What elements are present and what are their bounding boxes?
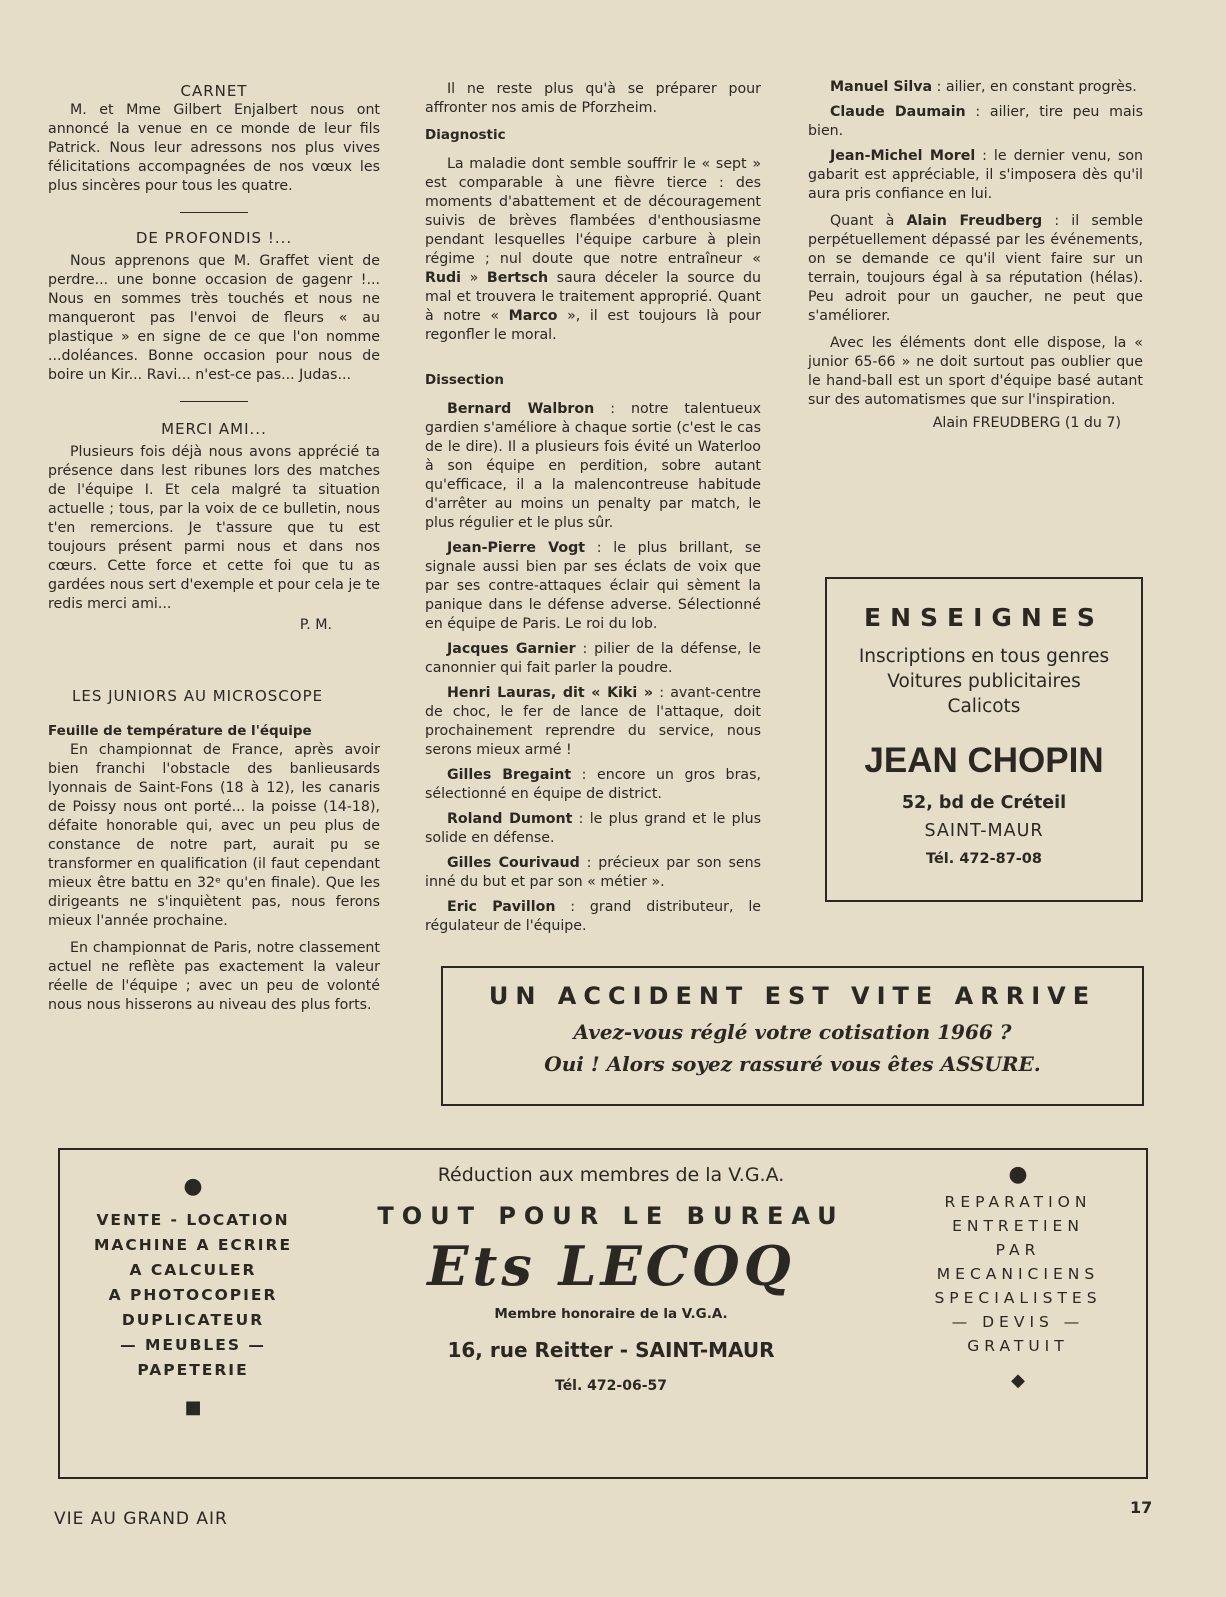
juniors-p2: En championnat de Paris, notre classement actuel ne reflète pas exactement la valeur réelle de l'équipe ; avec un peu de volonté nous nous hisserons au niveau des plus forts. xyxy=(48,940,380,1013)
square-icon: ■ xyxy=(184,1397,202,1418)
lecoq-left xyxy=(70,1150,316,1419)
ad-line: REPARATION xyxy=(944,1193,1092,1211)
merci-signature: P. M. xyxy=(299,617,332,633)
enseignes-address: 52, bd de Créteil xyxy=(901,793,1067,813)
closing-text: Avec les éléments dont elle dispose, la « junior 65-66 » ne doit surtout pas oublier que le hand-ball est un sport d'équipe basé autant sur des automatismes que sur l'inspiration. xyxy=(808,335,1143,408)
enseignes-line1: Inscriptions en tous genres xyxy=(858,646,1110,667)
article-signature: Alain FREUDBERG (1 du 7) xyxy=(932,415,1121,431)
juniors-p1: En championnat de France, après avoir bien franchi l'obstacle des banlieusards lyonnais de Saint-Fons (18 à 12), les canaris de Poissy nous ont porté... la poisse (14-18), défaite honorable qui, avec un peu plus de constance de notre part, aurait pu se transformer en qualification (il faut cependant mieux être battu en 32ᵉ qu'en finale). Que les dirigeants ne s'inquiètent pas, nous ferons mieux l'année prochaine. xyxy=(48,742,380,929)
player-entry: Gilles Bregaint : encore un gros bras, sélectionné en équipe de district. xyxy=(425,767,761,802)
player-entry: Gilles Courivaud : précieux par son sens inné du but et par son « métier ». xyxy=(425,855,761,890)
lecoq-tel: Tél. 472-06-57 xyxy=(555,1378,667,1394)
juniors-title: LES JUNIORS AU MICROSCOPE xyxy=(72,687,324,705)
player-list xyxy=(425,400,761,936)
enseignes-ad xyxy=(825,577,1143,902)
ad-line: DUPLICATEUR xyxy=(121,1311,265,1329)
juniors-subtitle: Feuille de température de l'équipe xyxy=(48,723,312,739)
column-2 xyxy=(425,80,761,936)
ad-line: SPECIALISTES xyxy=(934,1289,1102,1307)
player-list xyxy=(808,78,1143,204)
freudberg-text: Quant à Alain Freudberg : il semble perpétuellement dépassé par les événements, on se demande ce qu'il vient faire sur un terrain, toujours égal à sa réputation (hélas). Peu adroit pour un gaucher, ne peut que s'améliorer. xyxy=(808,213,1144,324)
lecoq-reduction: Réduction aux membres de la V.G.A. xyxy=(437,1164,785,1186)
lecoq-ad xyxy=(58,1148,1148,1479)
ad-line: MACHINE A ECRIRE xyxy=(93,1236,293,1254)
lecoq-member: Membre honoraire de la V.G.A. xyxy=(494,1306,728,1322)
magazine-title: VIE AU GRAND AIR xyxy=(54,1509,228,1529)
ad-line: MECANICIENS xyxy=(936,1265,1100,1283)
player-entry: Claude Daumain : ailier, tire peu mais bien. xyxy=(808,104,1143,139)
player-entry: Jacques Garnier : pilier de la défense, le canonnier qui fait parler la poudre. xyxy=(425,641,761,676)
ad-line: PAR xyxy=(995,1241,1041,1259)
lecoq-headline: TOUT POUR LE BUREAU xyxy=(377,1202,845,1230)
bullet-icon: ● xyxy=(1008,1162,1028,1187)
player-entry: Manuel Silva : ailier, en constant progrès. xyxy=(830,79,1137,95)
column-1 xyxy=(48,80,380,1015)
enseignes-name: JEAN CHOPIN xyxy=(864,741,1104,780)
carnet-title: CARNET xyxy=(180,82,248,100)
merci-title: MERCI AMI... xyxy=(161,420,267,438)
column-3 xyxy=(808,78,1143,433)
dissection-title: Dissection xyxy=(425,372,505,388)
enseignes-city: SAINT-MAUR xyxy=(924,821,1044,841)
merci-text: Plusieurs fois déjà nous avons apprécié ta présence dans lest ribunes lors des matches de l'équipe I. Et cela malgré ta situation actuelle ; tous, par la voix de ce bulletin, nous t'en remercions. Je t'assure que tu est toujours présent parmi nous et dans nos cœurs. Cette force et cette foi que tu as gardées nous sert d'exemple et pour cela je te redis merci ami... xyxy=(48,444,380,612)
player-entry: Bernard Walbron : notre talentueux gardien s'améliore à chaque sortie (c'est le cas de le dire). Il a plusieurs fois évité un Waterloo à son équipe en perdition, sobre autant qu'efficace, il a la malencontreuse habitude d'arrêter au moins un penalty par match, le plus régulier et le plus sûr. xyxy=(425,401,762,531)
ad-line: A CALCULER xyxy=(129,1261,257,1279)
divider xyxy=(180,401,248,402)
ad-line: A PHOTOCOPIER xyxy=(108,1286,278,1304)
page-number: 17 xyxy=(1130,1498,1153,1517)
carnet-text: M. et Mme Gilbert Enjalbert nous ont annoncé la venue en ce monde de leur fils Patrick. Nous leur adressons nos plus vives félicitations accompagnées de nos vœux les plus sincères pour tous les quatre. xyxy=(48,102,380,194)
accident-title: UN ACCIDENT EST VITE ARRIVE xyxy=(488,982,1097,1010)
ad-line: PAPETERIE xyxy=(137,1361,249,1379)
profondis-text: Nous apprenons que M. Graffet vient de perdre... une bonne occasion de gagenr !... Nous en sommes très touchés et nous ne manqueront pas l'envoi de fleurs « au plastique » en signe de ce que l'on nomme ...doléances. Bonne occasion pour nous de boire un Kir... Ravi... n'est-ce pas... Judas... xyxy=(48,253,380,383)
ad-line: GRATUIT xyxy=(967,1337,1069,1355)
lecoq-name: Ets LECOQ xyxy=(427,1234,795,1298)
intro-text: Il ne reste plus qu'à se préparer pour affronter nos amis de Pforzheim. xyxy=(425,81,761,116)
accident-line2: Oui ! Alors soyez rassuré vous êtes ASSURE. xyxy=(544,1052,1041,1076)
profondis-title: DE PROFONDIS !... xyxy=(135,229,293,247)
player-entry: Jean-Michel Morel : le dernier venu, son gabarit est appréciable, il s'imposera dès qu'il aura pris confiance en lui. xyxy=(808,148,1144,202)
player-entry: Roland Dumont : le plus grand et le plus solide en défense. xyxy=(425,811,761,846)
enseignes-line3: Calicots xyxy=(947,696,1021,717)
diagnostic-text: La maladie dont semble souffrir le « sept » est comparable à une fièvre tierce : des moments d'abattement et de découragement suivis de brèves flambées d'enthousiasme pendant lesquelles l'équipe carbure à plein régime ; nul doute que notre entraîneur « Rudi » Bertsch saura déceler la source du mal et trouvera le traitement approprié. Quant à notre « Marco », il est toujours là pour regonfler le moral. xyxy=(425,156,762,343)
enseignes-tel: Tél. 472-87-08 xyxy=(926,851,1042,867)
accident-box xyxy=(441,966,1144,1106)
accident-line1: Avez-vous réglé votre cotisation 1966 ? xyxy=(573,1020,1012,1044)
diagnostic-title: Diagnostic xyxy=(425,127,506,143)
lecoq-address: 16, rue Reitter - SAINT-MAUR xyxy=(447,1338,775,1362)
lecoq-center xyxy=(322,1150,900,1394)
bullet-icon: ● xyxy=(183,1174,203,1199)
player-entry: Eric Pavillon : grand distributeur, le régulateur de l'équipe. xyxy=(425,899,761,934)
divider xyxy=(180,212,248,213)
enseignes-title: ENSEIGNES xyxy=(864,603,1104,632)
ad-line: — DEVIS — xyxy=(951,1313,1085,1331)
player-entry: Jean-Pierre Vogt : le plus brillant, se signale aussi bien par ses éclats de voix que par ses contre-attaques éclair qui sèment la panique dans le défense adverse. Sélectionné en équipe de Paris. Le roi du lob. xyxy=(425,540,761,632)
ad-line: — MEUBLES — xyxy=(120,1336,266,1354)
ad-line: VENTE - LOCATION xyxy=(96,1211,290,1229)
lecoq-right xyxy=(894,1150,1142,1392)
enseignes-line2: Voitures publicitaires xyxy=(887,671,1081,692)
ad-line: ENTRETIEN xyxy=(952,1217,1084,1235)
player-entry: Henri Lauras, dit « Kiki » : avant-centre de choc, le fer de lance de l'attaque, doit prochainement reprendre du service, nous serons mieux armé ! xyxy=(425,685,762,758)
diamond-icon: ◆ xyxy=(1011,1370,1025,1391)
